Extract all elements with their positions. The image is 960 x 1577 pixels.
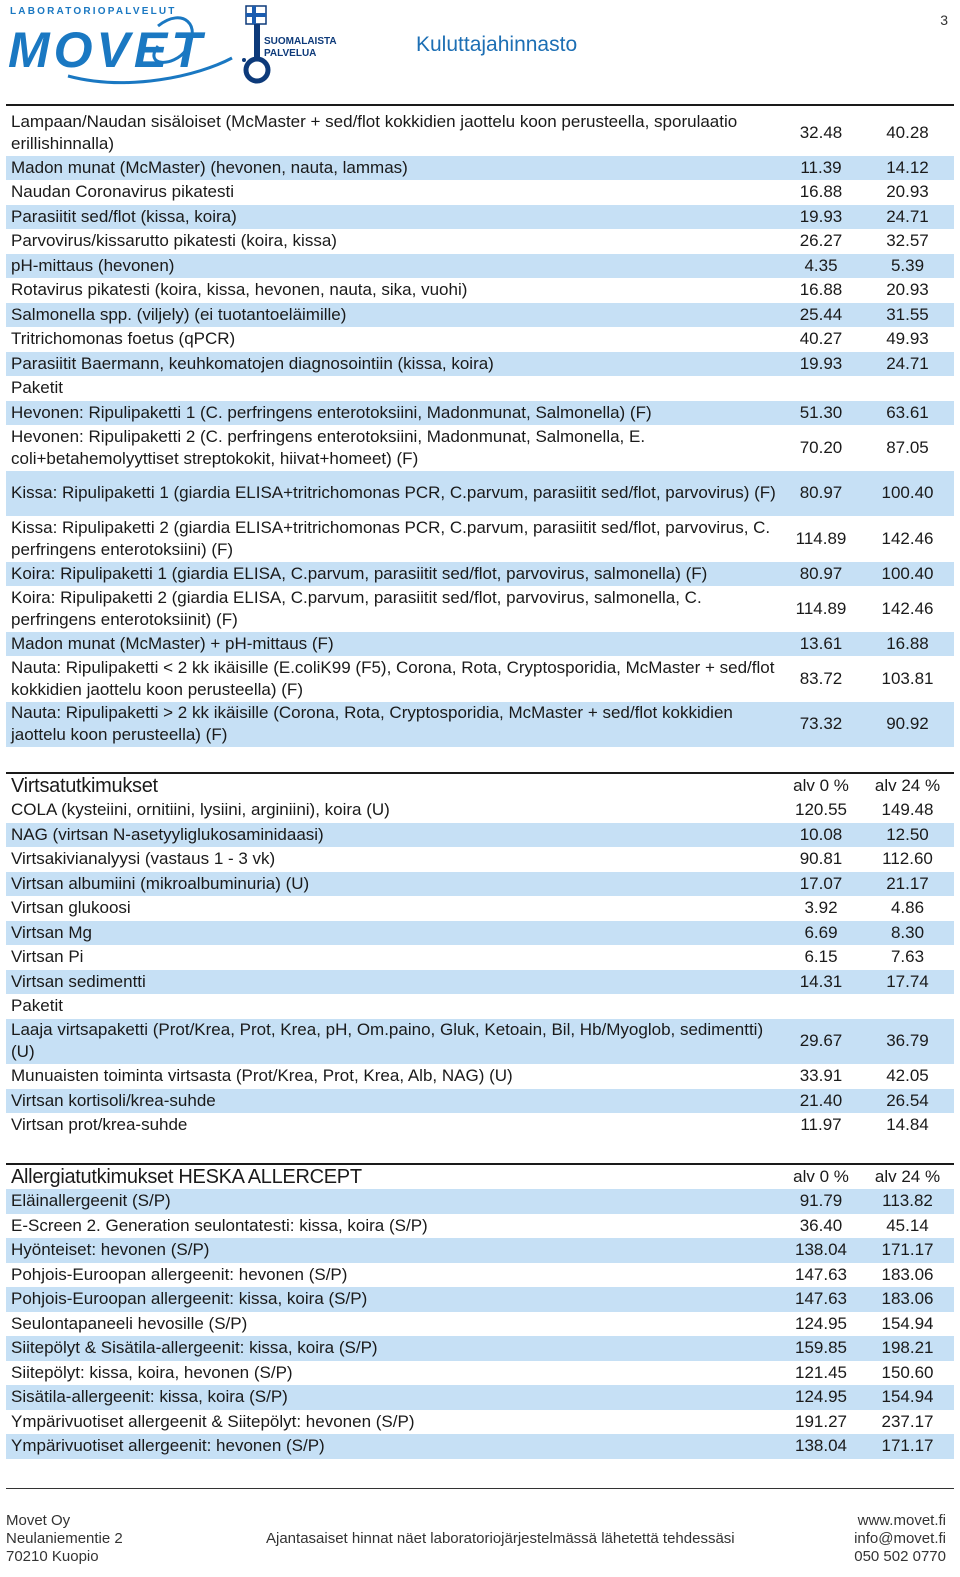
row-name: Ympärivuotiset allergeenit & Siitepölyt: hevonen (S/P)	[11, 1411, 415, 1431]
price-table-urine	[6, 772, 954, 1138]
price-alv0: 32.48	[799, 122, 843, 142]
price-alv24: 149.48	[881, 800, 934, 820]
column-header-alv0: alv 0 %	[793, 1167, 849, 1186]
price-alv0: 26.27	[799, 231, 843, 251]
row-name: Ympärivuotiset allergeenit: hevonen (S/P)	[11, 1436, 325, 1456]
price-alv0: 90.81	[799, 849, 843, 869]
table-row	[6, 425, 954, 471]
price-alv0: 80.97	[799, 483, 843, 503]
row-name: Madon munat (McMaster) (hevonen, nauta, lammas)	[11, 157, 408, 177]
price-alv0: 21.40	[799, 1090, 843, 1110]
price-alv0: 36.40	[799, 1215, 843, 1235]
price-alv24: 5.39	[890, 255, 925, 275]
table-row	[6, 702, 954, 748]
table-row	[6, 945, 954, 970]
price-alv0: 25.44	[799, 304, 843, 324]
row-name: E-Screen 2. Generation seulontatesti: kissa, koira (S/P)	[11, 1215, 428, 1235]
footer-street: Neulaniementie 2	[6, 1530, 123, 1547]
price-alv24: 20.93	[886, 182, 929, 202]
price-alv24: 171.17	[881, 1240, 934, 1260]
table-row	[6, 994, 954, 1019]
price-alv24: 183.06	[881, 1289, 934, 1309]
price-alv0: 73.32	[799, 714, 843, 734]
document-title: Kuluttajahinnasto	[416, 33, 578, 56]
price-alv24: 45.14	[886, 1215, 929, 1235]
table-row	[6, 1263, 954, 1288]
price-alv0: 14.31	[799, 971, 843, 991]
price-alv0: 124.95	[795, 1387, 847, 1407]
price-alv24: 24.71	[886, 206, 929, 226]
price-alv0: 11.97	[800, 1115, 842, 1135]
price-alv24: 142.46	[881, 598, 934, 618]
table-row	[6, 1089, 954, 1114]
table-row	[6, 278, 954, 303]
table-row	[6, 1019, 954, 1065]
row-name: Virtsan kortisoli/krea-suhde	[11, 1090, 216, 1110]
row-name: Siitepölyt & Sisätila-allergeenit: kissa, koira (S/P)	[11, 1338, 378, 1358]
table-row	[6, 303, 954, 328]
price-alv24: 12.50	[886, 824, 929, 844]
row-name: Rotavirus pikatesti (koira, kissa, hevonen, nauta, sika, vuohi)	[11, 280, 468, 300]
row-name: Hyönteiset: hevonen (S/P)	[11, 1240, 210, 1260]
row-name: Sisätila-allergeenit: kissa, koira (S/P)	[11, 1387, 288, 1407]
row-name: Lampaan/Naudan sisäloiset (McMaster + sed/flot kokkidien jaottelu koon perusteella, sporulaatio erillishinnalla)	[11, 111, 738, 153]
price-alv24: 4.86	[890, 898, 925, 918]
table-row	[6, 1238, 954, 1263]
price-alv0: 147.63	[795, 1289, 847, 1309]
row-name: Tritrichomonas foetus (qPCR)	[11, 329, 236, 349]
price-alv0: 83.72	[799, 668, 843, 688]
section-header-row	[6, 772, 954, 798]
price-alv0: 19.93	[799, 353, 843, 373]
column-header-alv0: alv 0 %	[793, 776, 849, 795]
table-row	[6, 205, 954, 230]
row-name: Paketit	[11, 378, 63, 398]
footer-rule	[6, 1488, 954, 1489]
price-alv24: 26.54	[886, 1090, 929, 1110]
table-row	[6, 327, 954, 352]
price-alv24: 237.17	[881, 1411, 934, 1431]
price-alv0: 6.15	[804, 947, 838, 967]
row-name: Kissa: Ripulipaketti 1 (giardia ELISA+tritrichomonas PCR, C.parvum, parasiitit sed/flot, parvovirus) (F)	[11, 483, 776, 503]
footer-email-link[interactable]: info@movet.fi	[854, 1530, 946, 1547]
footer-phone: 050 502 0770	[854, 1548, 946, 1565]
footer-web-link[interactable]: www.movet.fi	[857, 1512, 946, 1529]
price-alv0: 13.61	[799, 633, 843, 653]
price-alv24: 150.60	[881, 1362, 934, 1382]
row-name: Hevonen: Ripulipaketti 2 (C. perfringens enterotoksiini, Madonmunat, Salmonella, E. coli+betahemolyyttiset streptokokit, hiivat+homeet) (F)	[11, 426, 646, 468]
table-row	[6, 352, 954, 377]
column-header-alv24: alv 24 %	[874, 776, 941, 795]
table-row	[6, 896, 954, 921]
row-name: Parasiitit sed/flot (kissa, koira)	[11, 206, 237, 226]
price-alv24: 154.94	[881, 1387, 934, 1407]
table-row	[6, 656, 954, 702]
row-name: COLA (kysteiini, ornitiini, lysiini, arginiini), koira (U)	[11, 800, 390, 820]
table-row	[6, 1336, 954, 1361]
row-name: Koira: Ripulipaketti 1 (giardia ELISA, C.parvum, parasiitit sed/flot, parvovirus, salmonella) (F)	[11, 563, 708, 583]
price-alv24: 90.92	[886, 714, 929, 734]
price-alv0: 16.88	[799, 280, 843, 300]
row-name: Salmonella spp. (viljely) (ei tuotantoeläimille)	[11, 304, 347, 324]
row-name: Virtsan albumiini (mikroalbuminuria) (U)	[11, 873, 310, 893]
table-row	[6, 471, 954, 517]
row-name: Paketit	[11, 996, 63, 1016]
section-title: Allergiatutkimukset HESKA ALLERCEPT	[11, 1166, 362, 1188]
row-name: Koira: Ripulipaketti 2 (giardia ELISA, C.parvum, parasiitit sed/flot, parvovirus, salmonella, C. perfringens enterotoksiinit) (F)	[11, 587, 702, 629]
price-alv24: 31.55	[886, 304, 929, 324]
row-name: Virtsan glukoosi	[11, 898, 131, 918]
price-alv0: 6.69	[804, 922, 838, 942]
price-alv0: 16.88	[799, 182, 843, 202]
row-name: Hevonen: Ripulipaketti 1 (C. perfringens enterotoksiini, Madonmunat, Salmonella) (F)	[11, 402, 652, 422]
row-name: Virtsakivianalyysi (vastaus 1 - 3 vk)	[11, 849, 276, 869]
price-alv0: 3.92	[804, 898, 838, 918]
table-row	[6, 156, 954, 181]
table-row	[6, 1434, 954, 1459]
table-row	[6, 872, 954, 897]
row-name: Virtsan Mg	[11, 922, 92, 942]
price-alv24: 14.84	[886, 1115, 929, 1135]
table-row	[6, 254, 954, 279]
price-alv24: 113.82	[882, 1191, 933, 1211]
table-row	[6, 110, 954, 156]
page-number: 3	[940, 12, 948, 28]
table-row	[6, 516, 954, 562]
price-alv24: 40.28	[886, 122, 929, 142]
column-header-alv24: alv 24 %	[874, 1167, 941, 1186]
table-row	[6, 1410, 954, 1435]
price-alv24: 21.17	[886, 873, 929, 893]
price-alv0: 33.91	[799, 1066, 843, 1086]
table-row	[6, 180, 954, 205]
price-alv0: 159.85	[795, 1338, 847, 1358]
price-alv0: 70.20	[799, 437, 843, 457]
price-alv0: 80.97	[799, 563, 843, 583]
price-alv24: 16.88	[886, 633, 929, 653]
price-alv0: 17.07	[799, 873, 843, 893]
table-row	[6, 1064, 954, 1089]
price-table-section-1	[6, 110, 954, 747]
page-footer	[0, 1512, 960, 1574]
price-alv0: 11.39	[800, 157, 842, 177]
table-row	[6, 1312, 954, 1337]
section-header-row	[6, 1163, 954, 1189]
price-alv0: 138.04	[795, 1436, 847, 1456]
footer-contact	[854, 1512, 946, 1566]
table-row	[6, 1214, 954, 1239]
price-alv0: 120.55	[795, 800, 847, 820]
table-row	[6, 229, 954, 254]
row-name: Pohjois-Euroopan allergeenit: kissa, koira (S/P)	[11, 1289, 368, 1309]
partner-text	[264, 36, 337, 60]
price-alv0: 121.45	[795, 1362, 847, 1382]
row-name: Virtsan Pi	[11, 947, 84, 967]
logo-swoosh-icon	[8, 6, 236, 90]
price-alv24: 100.40	[881, 563, 934, 583]
price-alv0: 138.04	[795, 1240, 847, 1260]
footer-company: Movet Oy	[6, 1512, 71, 1529]
price-alv24: 112.60	[882, 849, 933, 869]
footer-city: 70210 Kuopio	[6, 1548, 99, 1565]
table-row	[6, 1385, 954, 1410]
price-alv24: 7.63	[890, 947, 925, 967]
price-alv0: 4.35	[804, 255, 838, 275]
row-name: Munuaisten toiminta virtsasta (Prot/Krea, Prot, Krea, Alb, NAG) (U)	[11, 1066, 513, 1086]
table-row	[6, 1113, 954, 1138]
price-alv0: 114.89	[795, 528, 847, 548]
price-alv24: 183.06	[881, 1264, 934, 1284]
table-row	[6, 376, 954, 401]
table-row	[6, 921, 954, 946]
row-name: Nauta: Ripulipaketti > 2 kk ikäisille (Corona, Rota, Cryptosporidia, McMaster + sed/flot kokkidien jaottelu koon perusteella) (F)	[11, 703, 733, 745]
price-alv24: 24.71	[886, 353, 929, 373]
row-name: Laaja virtsapaketti (Prot/Krea, Prot, Krea, pH, Om.paino, Gluk, Ketoain, Bil, Hb/Myoglob, sedimentti) (U)	[11, 1020, 764, 1062]
price-alv24: 171.17	[881, 1436, 934, 1456]
row-name: NAG (virtsan N-asetyyliglukosaminidaasi)	[11, 824, 324, 844]
table-row	[6, 798, 954, 823]
row-name: Seulontapaneeli hevosille (S/P)	[11, 1313, 248, 1333]
table-row	[6, 823, 954, 848]
price-alv24: 87.05	[886, 437, 929, 457]
price-alv0: 91.79	[799, 1191, 843, 1211]
price-table-allergy	[6, 1163, 954, 1459]
table-row	[6, 562, 954, 587]
price-alv24: 32.57	[886, 231, 929, 251]
price-alv24: 49.93	[886, 329, 929, 349]
row-name: Naudan Coronavirus pikatesti	[11, 182, 235, 202]
price-alv24: 142.46	[881, 528, 934, 548]
price-alv0: 51.30	[799, 402, 843, 422]
price-alv24: 63.61	[886, 402, 929, 422]
logo-subtitle: LABORATORIOPALVELUT	[10, 6, 177, 17]
table-row	[6, 847, 954, 872]
row-name: Virtsan sedimentti	[11, 971, 146, 991]
price-alv24: 36.79	[886, 1031, 929, 1051]
price-alv24: 17.74	[886, 971, 929, 991]
row-name: Nauta: Ripulipaketti < 2 kk ikäisille (E.coliK99 (F5), Corona, Rota, Cryptosporidia, McMaster + sed/flot kokkidien jaottelu koon perusteella) (F)	[11, 657, 775, 699]
table-row	[6, 970, 954, 995]
row-name: Pohjois-Euroopan allergeenit: hevonen (S/P)	[11, 1264, 348, 1284]
price-alv24: 100.40	[881, 483, 934, 503]
price-alv24: 198.21	[881, 1338, 934, 1358]
price-alv0: 40.27	[799, 329, 843, 349]
logo-wordmark: MOVET	[8, 22, 206, 78]
price-alv0: 147.63	[795, 1264, 847, 1284]
price-alv24: 14.12	[886, 157, 929, 177]
row-name: Kissa: Ripulipaketti 2 (giardia ELISA+tritrichomonas PCR, C.parvum, parasiitit sed/flot, parvovirus, C. perfringens enterotoksiini) (F)	[11, 517, 771, 559]
table-row	[6, 1189, 954, 1214]
price-alv24: 154.94	[881, 1313, 934, 1333]
footer-notice: Ajantasaiset hinnat näet laboratoriojärjestelmässä lähetettä tehdessäsi	[266, 1530, 735, 1547]
table-row	[6, 632, 954, 657]
table-row	[6, 586, 954, 632]
header-rule	[6, 104, 954, 106]
movet-logo	[8, 6, 236, 90]
price-alv24: 20.93	[886, 280, 929, 300]
price-alv0: 10.08	[799, 824, 843, 844]
table-row	[6, 1287, 954, 1312]
row-name: Eläinallergeenit (S/P)	[11, 1191, 171, 1211]
price-alv24: 42.05	[886, 1066, 929, 1086]
row-name: Parvovirus/kissarutto pikatesti (koira, kissa)	[11, 231, 337, 251]
page-header	[0, 0, 960, 100]
row-name: Siitepölyt: kissa, koira, hevonen (S/P)	[11, 1362, 293, 1382]
price-alv24: 103.81	[881, 668, 934, 688]
price-alv0: 191.27	[795, 1411, 847, 1431]
price-alv0: 29.67	[799, 1031, 843, 1051]
price-alv24: 8.30	[890, 922, 925, 942]
price-alv0: 19.93	[799, 206, 843, 226]
section-title: Virtsatutkimukset	[11, 775, 158, 797]
row-name: Parasiitit Baermann, keuhkomatojen diagnosointiin (kissa, koira)	[11, 353, 494, 373]
suomalaista-palvelua-logo	[242, 4, 337, 88]
row-name: Virtsan prot/krea-suhde	[11, 1115, 188, 1135]
table-row	[6, 401, 954, 426]
row-name: pH-mittaus (hevonen)	[11, 255, 175, 275]
price-alv0: 114.89	[795, 598, 847, 618]
footer-address	[6, 1512, 123, 1566]
partner-line-1: SUOMALAISTA	[264, 36, 337, 47]
row-name: Madon munat (McMaster) + pH-mittaus (F)	[11, 633, 334, 653]
table-row	[6, 1361, 954, 1386]
price-alv0: 124.95	[795, 1313, 847, 1333]
partner-line-2: PALVELUA	[264, 48, 317, 59]
